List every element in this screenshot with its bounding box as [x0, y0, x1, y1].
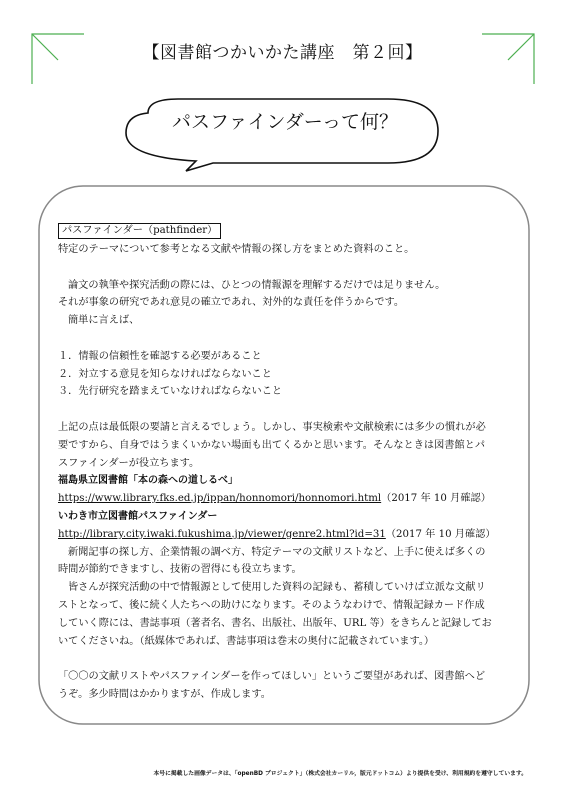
- definition-text: 特定のテーマについて参考となる文献や情報の探し方をまとめた資料のこと。: [58, 244, 415, 255]
- paragraph-text: 簡単に言えば、: [68, 315, 140, 327]
- list-item: ３．先行研究を踏まえていなければならないこと: [58, 386, 283, 398]
- footer-credit: 本号に掲載した画像データは、「openBD プロジェクト」（株式会社カーリル，版元ドットコム）より提供を受け、利用規約を遵守しています。: [153, 771, 527, 777]
- paragraph-text: 新聞記事の探し方、企業情報の調べ方、特定テーマの文献リストなど、上手に使えば多くの: [68, 546, 486, 558]
- list-item: １．情報の信頼性を確認する必要があること: [58, 350, 262, 362]
- paragraph-text: それが事象の研究であれ意見の確立であれ、対外的な責任を伴うからです。: [58, 297, 405, 309]
- list-item: ２．対立する意見を知らなければならないこと: [58, 368, 272, 380]
- paragraph-text: 要ですから、自身ではうまくいかない場面も出てくるかと思います。そんなときは図書館とパ: [58, 439, 486, 451]
- link-title: 福島県立図書館「本の森への道しるべ」: [58, 475, 238, 487]
- bubble-text: パスファインダーって何？: [171, 111, 399, 133]
- library-link[interactable]: http://library.city.iwaki.fukushima.jp/viewer/genre2.html?id=31: [58, 528, 386, 540]
- library-link[interactable]: https://www.library.fks.ed.jp/ippan/honnomori/honnomori.html: [58, 493, 382, 505]
- paragraph-text: いてくださいね。（紙媒体であれば、書誌事項は巻末の奥付に記載されています。）: [58, 635, 435, 647]
- paragraph-text: 時間が節約できますし、技術の習得にも役立ちます。: [58, 564, 302, 576]
- paragraph-text: していく際には、書誌事項（著者名、書名、出版社、出版年、URL 等）をきちんと記録してお: [58, 617, 492, 629]
- paragraph-text: 「〇〇の文献リストやパスファインダーを作ってほしい」というご要望があれば、図書館へど: [58, 671, 486, 683]
- paragraph-text: スファインダーが役立ちます。: [58, 457, 200, 469]
- link-note: （2017 年 10 月確認）: [381, 493, 491, 505]
- link-note: （2017 年 10 月確認）: [385, 528, 496, 540]
- paragraph-text: 皆さんが探究活動の中で情報源として使用した資料の記録も、蓄積していけば立派な文献リ: [68, 582, 486, 594]
- paragraph-text: ストとなって、後に続く人たちへの助けになります。そのようなわけで、情報記録カード作成: [58, 599, 485, 611]
- paragraph-text: うぞ。多少時間はかかりますが、作成します。: [58, 688, 271, 700]
- content-body: [58, 222, 518, 704]
- page-title: 【図書館つかいかた講座 第２回】: [142, 43, 423, 63]
- paragraph-text: 論文の執筆や探究活動の際には、ひとつの情報源を理解するだけでは足りません。: [68, 279, 446, 291]
- link-title: いわき市立図書館パスファインダー: [58, 510, 218, 522]
- paragraph-text: 上記の点は最低限の要請と言えるでしょう。しかし、事実検索や文献検索には多少の慣れが必: [58, 421, 486, 433]
- heading-box: パスファインダー（pathfinder）: [58, 223, 221, 239]
